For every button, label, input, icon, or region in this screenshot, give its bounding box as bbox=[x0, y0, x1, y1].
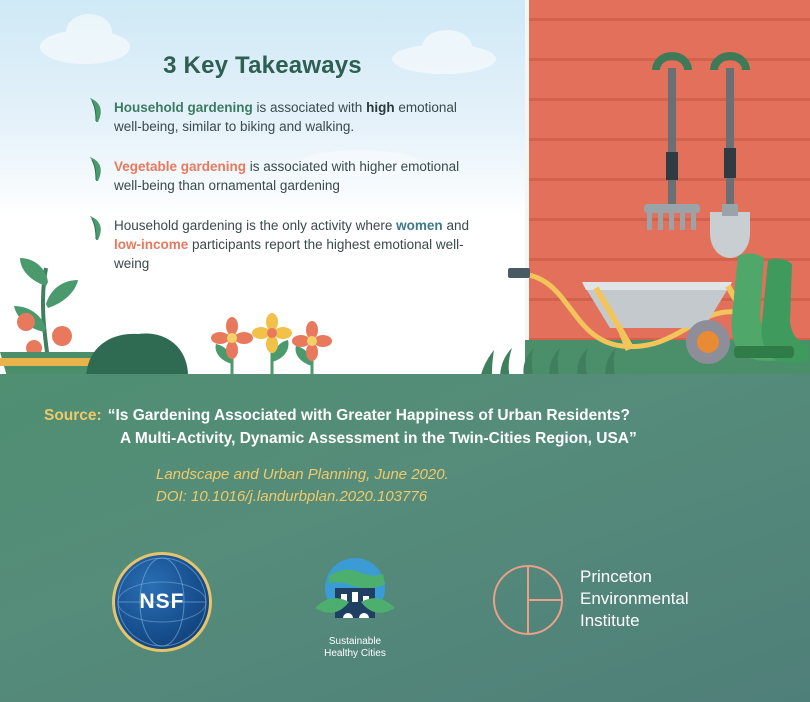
shovel-icon bbox=[692, 52, 776, 264]
shc-label-line-2: Healthy Cities bbox=[324, 648, 386, 659]
list-item bbox=[86, 157, 486, 195]
journal-doi: DOI: 10.1016/j.landurbplan.2020.103776 bbox=[156, 488, 428, 505]
leaf-icon bbox=[86, 157, 106, 181]
leaf-icon bbox=[86, 98, 106, 122]
takeaway-3-text-3: participants report the highest emotional well-weing bbox=[114, 237, 464, 271]
pei-label-line-3: Institute bbox=[580, 611, 640, 630]
shc-label-line-1: Sustainable bbox=[328, 636, 382, 647]
takeaways-list bbox=[86, 98, 486, 294]
takeaway-3-highlight-2: low-income bbox=[114, 237, 189, 252]
takeaway-2-text-1: is associated with higher emotional well-being than ornamental gardening bbox=[114, 159, 460, 193]
takeaway-1-highlight-2: high bbox=[366, 100, 395, 115]
pei-label bbox=[580, 566, 689, 632]
page-title: 3 Key Takeaways bbox=[163, 52, 362, 79]
leaf-icon bbox=[86, 216, 106, 240]
source-title-line-2: A Multi-Activity, Dynamic Assessment in the Twin-Cities Region, USA” bbox=[120, 430, 637, 447]
logo-row bbox=[0, 552, 810, 672]
nsf-label: NSF bbox=[139, 590, 185, 613]
takeaway-3-text-1: Household gardening is the only activity where bbox=[114, 218, 397, 233]
sustainable-healthy-cities-label bbox=[292, 636, 418, 660]
nsf-logo bbox=[112, 552, 212, 652]
source-label: Source: bbox=[44, 407, 102, 424]
journal-line-1: Landscape and Urban Planning, June 2020. bbox=[156, 466, 449, 483]
pei-label-line-1: Princeton bbox=[580, 567, 652, 586]
sustainable-healthy-cities-logo bbox=[292, 552, 418, 662]
takeaway-1-text-1: is associated with bbox=[252, 100, 367, 115]
pei-label-line-2: Environmental bbox=[580, 589, 689, 608]
globe-leaves-city-icon bbox=[305, 552, 405, 636]
wheelbarrow-and-boots-illustration bbox=[500, 250, 810, 378]
list-item bbox=[86, 216, 486, 273]
takeaway-1-text-2: emotional well-being, similar to biking and walking. bbox=[114, 100, 457, 134]
princeton-environmental-institute-logo bbox=[490, 562, 750, 646]
list-item bbox=[86, 98, 486, 136]
source-section bbox=[0, 374, 810, 702]
source-citation bbox=[44, 404, 774, 508]
pei-mark-icon bbox=[490, 562, 566, 638]
takeaway-3-highlight-1: women bbox=[396, 218, 443, 233]
takeaway-3-text-2: and bbox=[442, 218, 469, 233]
source-title-line-1: “Is Gardening Associated with Greater Happiness of Urban Residents? bbox=[107, 407, 630, 424]
takeaway-1-highlight-1: Household gardening bbox=[114, 100, 253, 115]
takeaway-2-highlight-1: Vegetable gardening bbox=[114, 159, 247, 174]
